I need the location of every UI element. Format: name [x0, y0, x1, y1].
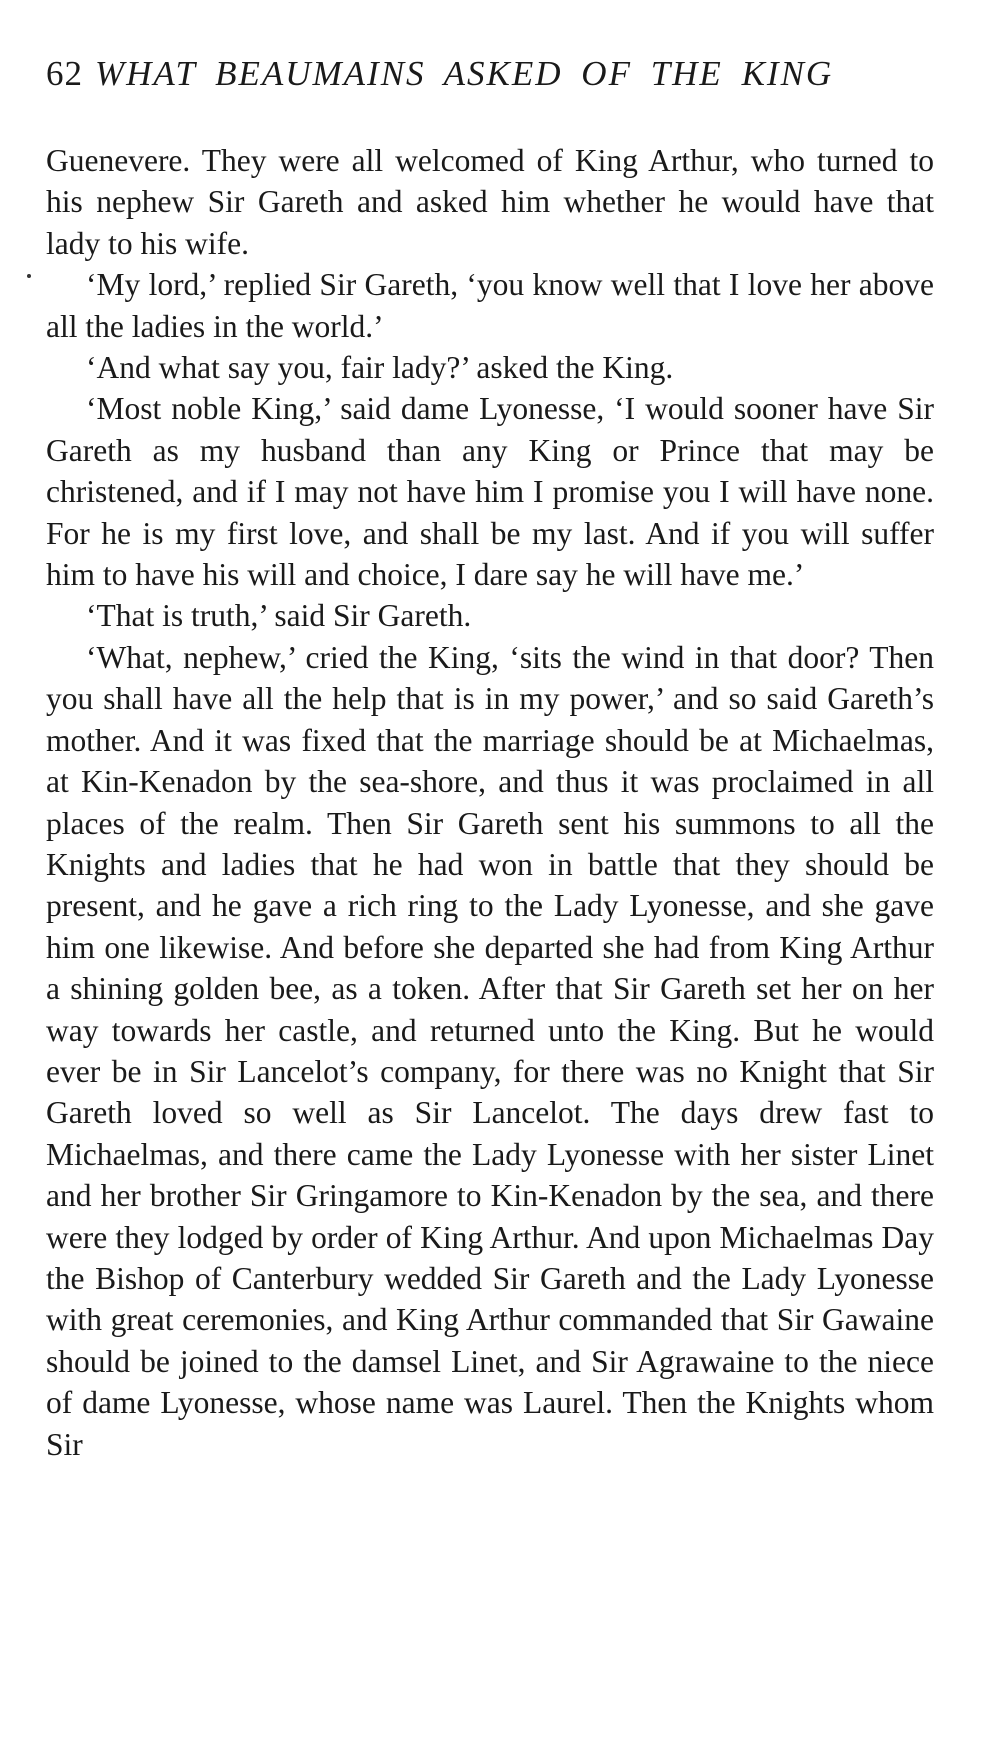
- book-page: [46, 52, 934, 1465]
- body-text: [46, 140, 934, 1465]
- paragraph-3: ‘And what say you, fair lady?’ asked the King.: [86, 350, 674, 386]
- running-title: WHAT BEAUMAINS ASKED OF THE KING: [95, 54, 834, 93]
- stray-ink-mark: [27, 274, 31, 278]
- paragraph-2: ‘My lord,’ replied Sir Gareth, ‘you know well that I love her above all the ladies in the world.’: [46, 267, 934, 344]
- paragraph-6: ‘What, nephew,’ cried the King, ‘sits the wind in that door? Then you shall have all the help that is in my power,’ and so said Gareth’s mother. And it was fixed that the marriage should be at Michaelmas, at Kin-Kenadon by the sea-shore, and thus it was proclaimed in all places of the realm. Then Sir Gareth sent his summons to all the Knights and ladies that he had won in battle that they should be present, and he gave a rich ring to the Lady Lyonesse, and she gave him one likewise. And before she departed she had from King Arthur a shining golden bee, as a token. After that Sir Gareth set her on her way towards her castle, and returned unto the King. But he would ever be in Sir Lancelot’s company, for there was no Knight that Sir Gareth loved so well as Sir Lancelot. The days drew fast to Michaelmas, and there came the Lady Lyonesse with her sister Linet and her brother Sir Gringamore to Kin-Kenadon by the sea, and there were they lodged by order of King Arthur. And upon Michaelmas Day the Bishop of Canterbury wedded Sir Gareth and the Lady Lyonesse with great ceremonies, and King Arthur commanded that Sir Gawaine should be joined to the damsel Linet, and Sir Agrawaine to the niece of dame Lyonesse, whose name was Laurel. Then the Knights whom Sir: [46, 639, 934, 1462]
- paragraph-4: ‘Most noble King,’ said dame Lyonesse, ‘I would sooner have Sir Gareth as my husband than any King or Prince that may be christened, and if I may not have him I promise you I will have none. For he is my first love, and shall be my last. And if you will suffer him to have his will and choice, I dare say he will have me.’: [46, 391, 934, 593]
- page-number: 62: [46, 54, 83, 93]
- running-head: [46, 52, 934, 96]
- paragraph-5: ‘That is truth,’ said Sir Gareth.: [86, 598, 472, 634]
- paragraph-1: Guenevere. They were all welcomed of King Arthur, who turned to his nephew Sir Gareth and asked him whether he would have that lady to his wife.: [46, 143, 934, 261]
